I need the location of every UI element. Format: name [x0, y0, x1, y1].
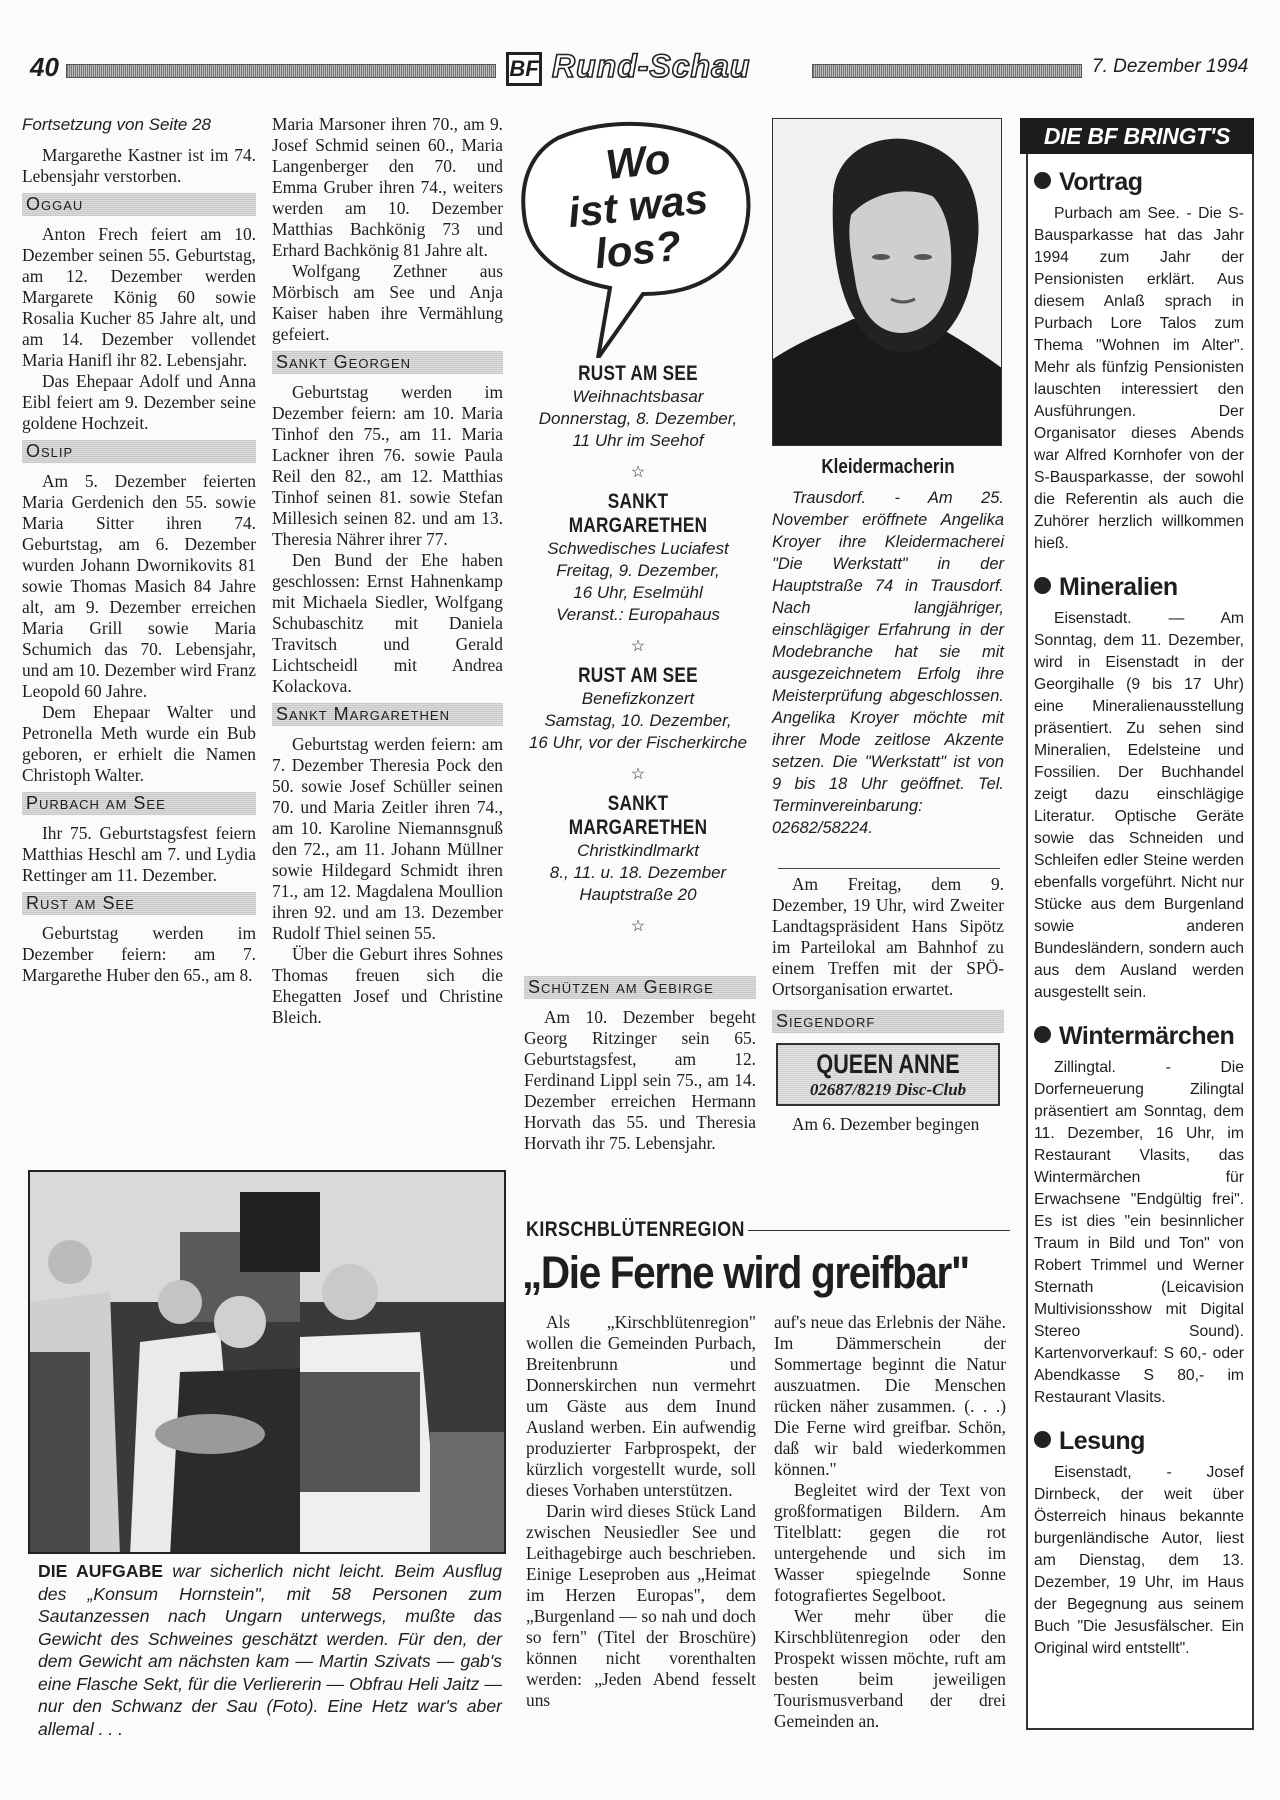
column-4: [772, 456, 1004, 839]
page-number: 40: [30, 52, 59, 82]
event-line: Benefizkonzert: [581, 689, 695, 708]
article-headline: „Die Ferne wird greifbar": [522, 1247, 969, 1298]
paragraph: Maria Marsoner ihren 70., am 9. Josef Schmid seinen 60., Maria Langenberger den 70. und Emma Gruber ihren 74., weiters werden am 10. Dezember Matthias Bachkönig 73 und Erhard Bachkönig 81 Jahre alt.: [272, 114, 503, 260]
event-line: 16 Uhr, vor der Fischerkirche: [528, 733, 748, 752]
event-margarethen-2: [518, 792, 758, 906]
sidebar-text: Eisenstadt, - Josef Dirnbeck, der weit über Österreich hinaus bekannte burgenländische Autor, liest am Dienstag, dem 13. Dezember, 19 Uhr, im Haus der Begegnung aus seinem Buch "Die Jesusfälscher. Ein Original wird entstellt".: [1034, 1464, 1244, 1657]
event-place: RUST AM SEE: [578, 664, 698, 687]
paragraph: Ihr 75. Geburtstagsfest feiern Matthias Heschl am 7. und Lydia Rettinger am 11. Dezember.: [22, 823, 256, 885]
sidebar-text: Purbach am See. - Die S-Bausparkasse hat das Jahr 1994 zum Jahr der Pensionisten erklärt. Aus diesem Anlaß sprach in Purbach Lore Talos zum Thema "Wohnen im Alter". Mehr als fünfzig Pensionisten lauschten interessiert den Ausführungen. Der Organisator dieses Abends war Alfred Kornhofer von der S-Bausparkasse, der sowohl die Referentin als auch die Zuhörer herzlich willkommen hieß.: [1034, 205, 1244, 552]
paragraph: Geburtstag werden im Dezember feiern: am 7. Margarethe Huber den 65., am 8.: [22, 923, 256, 985]
section-heading-sankt-georgen: Sankt Georgen: [272, 351, 503, 374]
event-line: 16 Uhr, Eselmühl: [573, 583, 703, 602]
event-margarethen-1: [518, 490, 758, 626]
caption-lead: DIE AUFGABE: [38, 1561, 164, 1581]
column-4-divider: [778, 868, 1000, 869]
caption-text: war sicherlich nicht leicht. Beim Ausflug des „Konsum Hornstein", mit 58 Personen zum Sautanzessen nach Ungarn unterwegs, mußte das Gewicht des Schweines geschätzt werden. Für den, der dem Gewicht am nächsten kam — Martin Szivats — gab's eine Flasche Sekt, für die Verliererin — Obfrau Heli Jaitz — nur den Schwanz der Sau (Foto). Eine Hetz war's aber allemal . . .: [38, 1561, 502, 1739]
event-line: Donnerstag, 8. Dezember,: [538, 409, 738, 428]
event-line: Freitag, 9. Dezember,: [556, 561, 720, 580]
page-header: [20, 50, 1260, 90]
sidebar-heading-lesung: [1034, 1427, 1244, 1456]
article-column-1: [526, 1312, 756, 1711]
paragraph: Das Ehepaar Adolf und Anna Eibl feiert am 9. Dezember seine goldene Hochzeit.: [22, 371, 256, 433]
star-icon: ☆: [630, 918, 646, 935]
event-place: SANKT MARGARETHEN: [568, 792, 708, 839]
section-heading-oslip: Oslip: [22, 440, 256, 463]
portrait-image: [773, 119, 1002, 446]
sidebar-heading-wintermaerchen: [1034, 1022, 1244, 1051]
sidebar-heading-vortrag: [1034, 168, 1244, 197]
heading-text: Mineralien: [1059, 573, 1178, 601]
star-icon: ☆: [630, 638, 646, 655]
ad-title: QUEEN ANNE: [816, 1049, 960, 1079]
event-place: RUST AM SEE: [578, 362, 698, 385]
header-rule-right: [812, 64, 1082, 78]
header-rule-left: [66, 64, 496, 78]
kleidermacherin-text: Trausdorf. - Am 25. November eröffnete Angelika Kroyer ihre Kleidermacherei "Die Werkstatt" in der Hauptstraße 74 in Trausdorf. Nach langjähriger, einschlägiger Erfahrung in der Modebranche hat sie mit ausgezeichnetem Erfolg ihre Meisterprüfung abgeschlossen. Angelika Kroyer möchte mit ihrer Mode zeitlose Akzente setzen. Die "Werkstatt" ist von 9 bis 18 Uhr geöffnet. Tel. Terminvereinbarung: 02682/58224.: [772, 489, 1004, 837]
portrait-photo: [772, 118, 1002, 446]
paragraph: Am 6. Dezember begingen: [792, 1114, 980, 1134]
section-heading-oggau: Oggau: [22, 193, 256, 216]
section-heading-sankt-margarethen: Sankt Margarethen: [272, 703, 503, 726]
events-column: [518, 118, 758, 944]
paragraph: Wer mehr über die Kirschblütenregion oder den Prospekt wissen möchte, ruft am besten beim jeweiligen Tourismusverband der drei Gemeinden an.: [774, 1606, 1006, 1731]
bullet-icon: [1034, 172, 1051, 189]
paragraph: Am 10. Dezember begeht Georg Ritzinger sein 65. Geburtstagsfest, am 12. Ferdinand Lippl sein 75., am 14. Dezember erreichen Hermann Horvath das 55. und Theresia Horvath ihr 75. Lebensjahr.: [524, 1007, 756, 1153]
event-line: Hauptstraße 20: [579, 885, 697, 904]
logo-name: Rund-Schau: [552, 48, 751, 84]
section-heading-schuetzen: Schützen am Gebirge: [524, 976, 756, 999]
event-line: 11 Uhr im Seehof: [572, 431, 704, 450]
bullet-icon: [1034, 577, 1051, 594]
kicker-text: KIRSCHBLÜTENREGION: [526, 1218, 745, 1241]
paragraph: Darin wird dieses Stück Land zwischen Neusiedler See und Leithagebirge auch beschrieben. Einige Leseproben aus „Heimat im Herzen Europas", dem „Burgenland — so nah und doch so fern" (Titel der Broschüre) können nicht vorenthalten werden: „Jeden Abend fesselt uns: [526, 1501, 756, 1710]
paragraph: Geburtstag werden im Dezember feiern: am 10. Maria Tinhof den 75., am 11. Maria Lackner ihren 76. sowie Paula Reil den 82., am 12. Matthias Tinhof seinen 81. sowie Stefan Millesich seinen 82. und am 13. Theresia Nährer ihrer 77.: [272, 382, 503, 549]
event-line: Samstag, 10. Dezember,: [544, 711, 732, 730]
schuetzen-block: [524, 970, 756, 1154]
sidebar-text: Eisenstadt. — Am Sonntag, dem 11. Dezember, wird in Eisenstadt in der Georgihalle (9 bis 17 Uhr) eine Mineralienausstellung präsentiert. Zu sehen sind Mineralien, Edelsteine und Fossilien. Der Buchhandel zeigt dazu einschlägige Literatur. Optische Geräte sowie das Schneiden und Schleifen edler Steine werden ebenfalls vorgeführt. Nicht nur Stücke aus dem Burgenland sowie anderen Bundesländern, sondern auch aus dem Ausland werden ausgestellt sein.: [1034, 610, 1244, 1001]
logo-bf: BF: [506, 52, 542, 86]
star-icon: ☆: [630, 464, 646, 481]
paragraph: Begleitet wird der Text von großformatigen Bildern. Am Titelblatt: gegen die rot untergehende und sich im Wasser spiegelnde Sonne fotografiertes Segelboot.: [774, 1480, 1006, 1605]
event-place: SANKT MARGARETHEN: [568, 490, 708, 537]
sidebar-text: Zillingtal. - Die Dorferneuerung Zilingtal präsentiert am Sonntag, dem 11. Dezember, 16 Uhr, im Restaurant Vlasits, das Wintermärchen für Erwachsene "Endgültig frei". Es ist dies "ein besinnlicher Traum in Bild und Ton" von Robert Trimmel und Werner Sternath (Leicavision Multivisionsshow mit Digital Stereo Sound). Kartenvorverkauf: S 60,- oder Abendkasse S 80,- im Restaurant Vlasits.: [1034, 1059, 1244, 1406]
paragraph: Als „Kirschblütenregion" wollen die Gemeinden Purbach, Breitenbrunn und Donnerskirchen nun vermehrt um Gäste aus dem Inund Ausland werben. Ein aufwendig produzierter Farbprospekt, der kürzlich vorgestellt wurde, soll dieses Vorhaben unterstützen.: [526, 1312, 756, 1500]
article-column-2: [774, 1312, 1006, 1732]
column-2: [272, 114, 503, 1028]
event-line: Schwedisches Luciafest: [547, 539, 729, 558]
bubble-line-3: los?: [592, 221, 684, 278]
event-rust-1: [518, 362, 758, 452]
kicker-rule: [748, 1230, 1010, 1231]
section-heading-rust: Rust am See: [22, 892, 256, 915]
star-icon: ☆: [630, 766, 646, 783]
paragraph: auf's neue das Erlebnis der Nähe. Im Dämmerschein der Sommertage beginnt die Natur auszuatmen. Die Menschen rücken näher zusammen. (. . .) Die Ferne wird greifbar. Schön, daß wir bald wiederkommen können.": [774, 1312, 1006, 1479]
bubble-line-1: Wo: [603, 134, 673, 189]
ad-subtitle: 02687/8219 Disc-Club: [809, 1080, 967, 1099]
sidebar-content: [1034, 160, 1244, 1660]
issue-date: 7. Dezember 1994: [1092, 56, 1249, 77]
portrait-title: Kleidermacherin: [821, 456, 955, 478]
queen-anne-ad: [776, 1043, 1000, 1106]
article-kicker: [526, 1218, 1012, 1244]
paragraph: Am Freitag, dem 9. Dezember, 19 Uhr, wird Zweiter Landtagspräsident Hans Sipötz im Parteilokal am Bahnhof zu einem Treffen mit der SPÖ-Ortsorganisation erwartet.: [772, 874, 1004, 999]
group-photo: [28, 1170, 506, 1554]
bubble-line-2: ist was: [565, 174, 711, 237]
event-line: Weihnachtsbasar: [572, 387, 704, 406]
column-1: [22, 114, 256, 986]
event-line: 8., 11. u. 18. Dezember: [549, 863, 727, 882]
section-heading-purbach: Purbach am See: [22, 792, 256, 815]
section-heading-siegendorf: Siegendorf: [772, 1010, 1004, 1033]
event-line: Veranst.: Europahaus: [556, 605, 720, 624]
paragraph: Über die Geburt ihres Sohnes Thomas freuen sich die Ehegatten Josef und Christine Bleich.: [272, 944, 503, 1027]
heading-text: Vortrag: [1059, 168, 1143, 196]
sidebar-title: DIE BF BRINGT'S: [1020, 118, 1254, 154]
paragraph: Margarethe Kastner ist im 74. Lebensjahr verstorben.: [22, 145, 256, 186]
masthead-logo: [506, 50, 806, 90]
paragraph: Am 5. Dezember feierten Maria Gerdenich den 55. sowie Maria Sitter ihren 74. Geburtstag, am 6. Dezember wurden Johann Dwornikovits 81 sowie Thomas Masich 84 Jahre alt, am 9. Dezember erreichen Maria Grill sowie Maria Schumich das 70. Lebensjahr, und am 10. Dezember wird Franz Leopold 60 Jahre.: [22, 471, 256, 701]
paragraph: Anton Frech feiert am 10. Dezember seinen 55. Geburtstag, am 12. Dezember werden Margarete König 60 sowie Rosalia Kucher 85 Jahre alt, und am 14. Dezember vollendet Maria Hanifl ihr 82. Lebensjahr.: [22, 224, 256, 370]
continuation-note: Fortsetzung von Seite 28: [22, 115, 212, 134]
column-4-lower: [772, 874, 1004, 1135]
bullet-icon: [1034, 1431, 1051, 1448]
paragraph: Den Bund der Ehe haben geschlossen: Ernst Hahnenkamp mit Michaela Siedler, Wolfgang Schubaschitz mit Daniela Travitsch und Gerald Lichtscheidl mit Andrea Kolackova.: [272, 550, 503, 696]
heading-text: Wintermärchen: [1059, 1022, 1235, 1050]
paragraph: Wolfgang Zethner aus Mörbisch am See und Anja Kaiser haben ihre Vermählung gefeiert.: [272, 261, 503, 344]
speech-bubble: [518, 118, 758, 358]
photo-caption: [38, 1560, 502, 1740]
event-rust-2: [518, 664, 758, 754]
sidebar-heading-mineralien: [1034, 573, 1244, 602]
bullet-icon: [1034, 1026, 1051, 1043]
event-line: Christkindlmarkt: [577, 841, 699, 860]
heading-text: Lesung: [1059, 1427, 1145, 1455]
group-photo-image: [30, 1172, 506, 1554]
paragraph: Geburtstag werden feiern: am 7. Dezember Theresia Pock den 50. sowie Josef Schüller seinen 70. und Maria Zeitler ihren 74., am 10. Karoline Niemannsgnuß den 72., am 11. Johann Müllner sowie Hildegard Schmidt ihren 71., am 12. Magdalena Moullion ihren 92. und am 13. Dezember Rudolf Thiel seinen 55.: [272, 734, 503, 943]
paragraph: Dem Ehepaar Walter und Petronella Meth wurde ein Bub geboren, er erhielt die Namen Christoph Walter.: [22, 702, 256, 785]
